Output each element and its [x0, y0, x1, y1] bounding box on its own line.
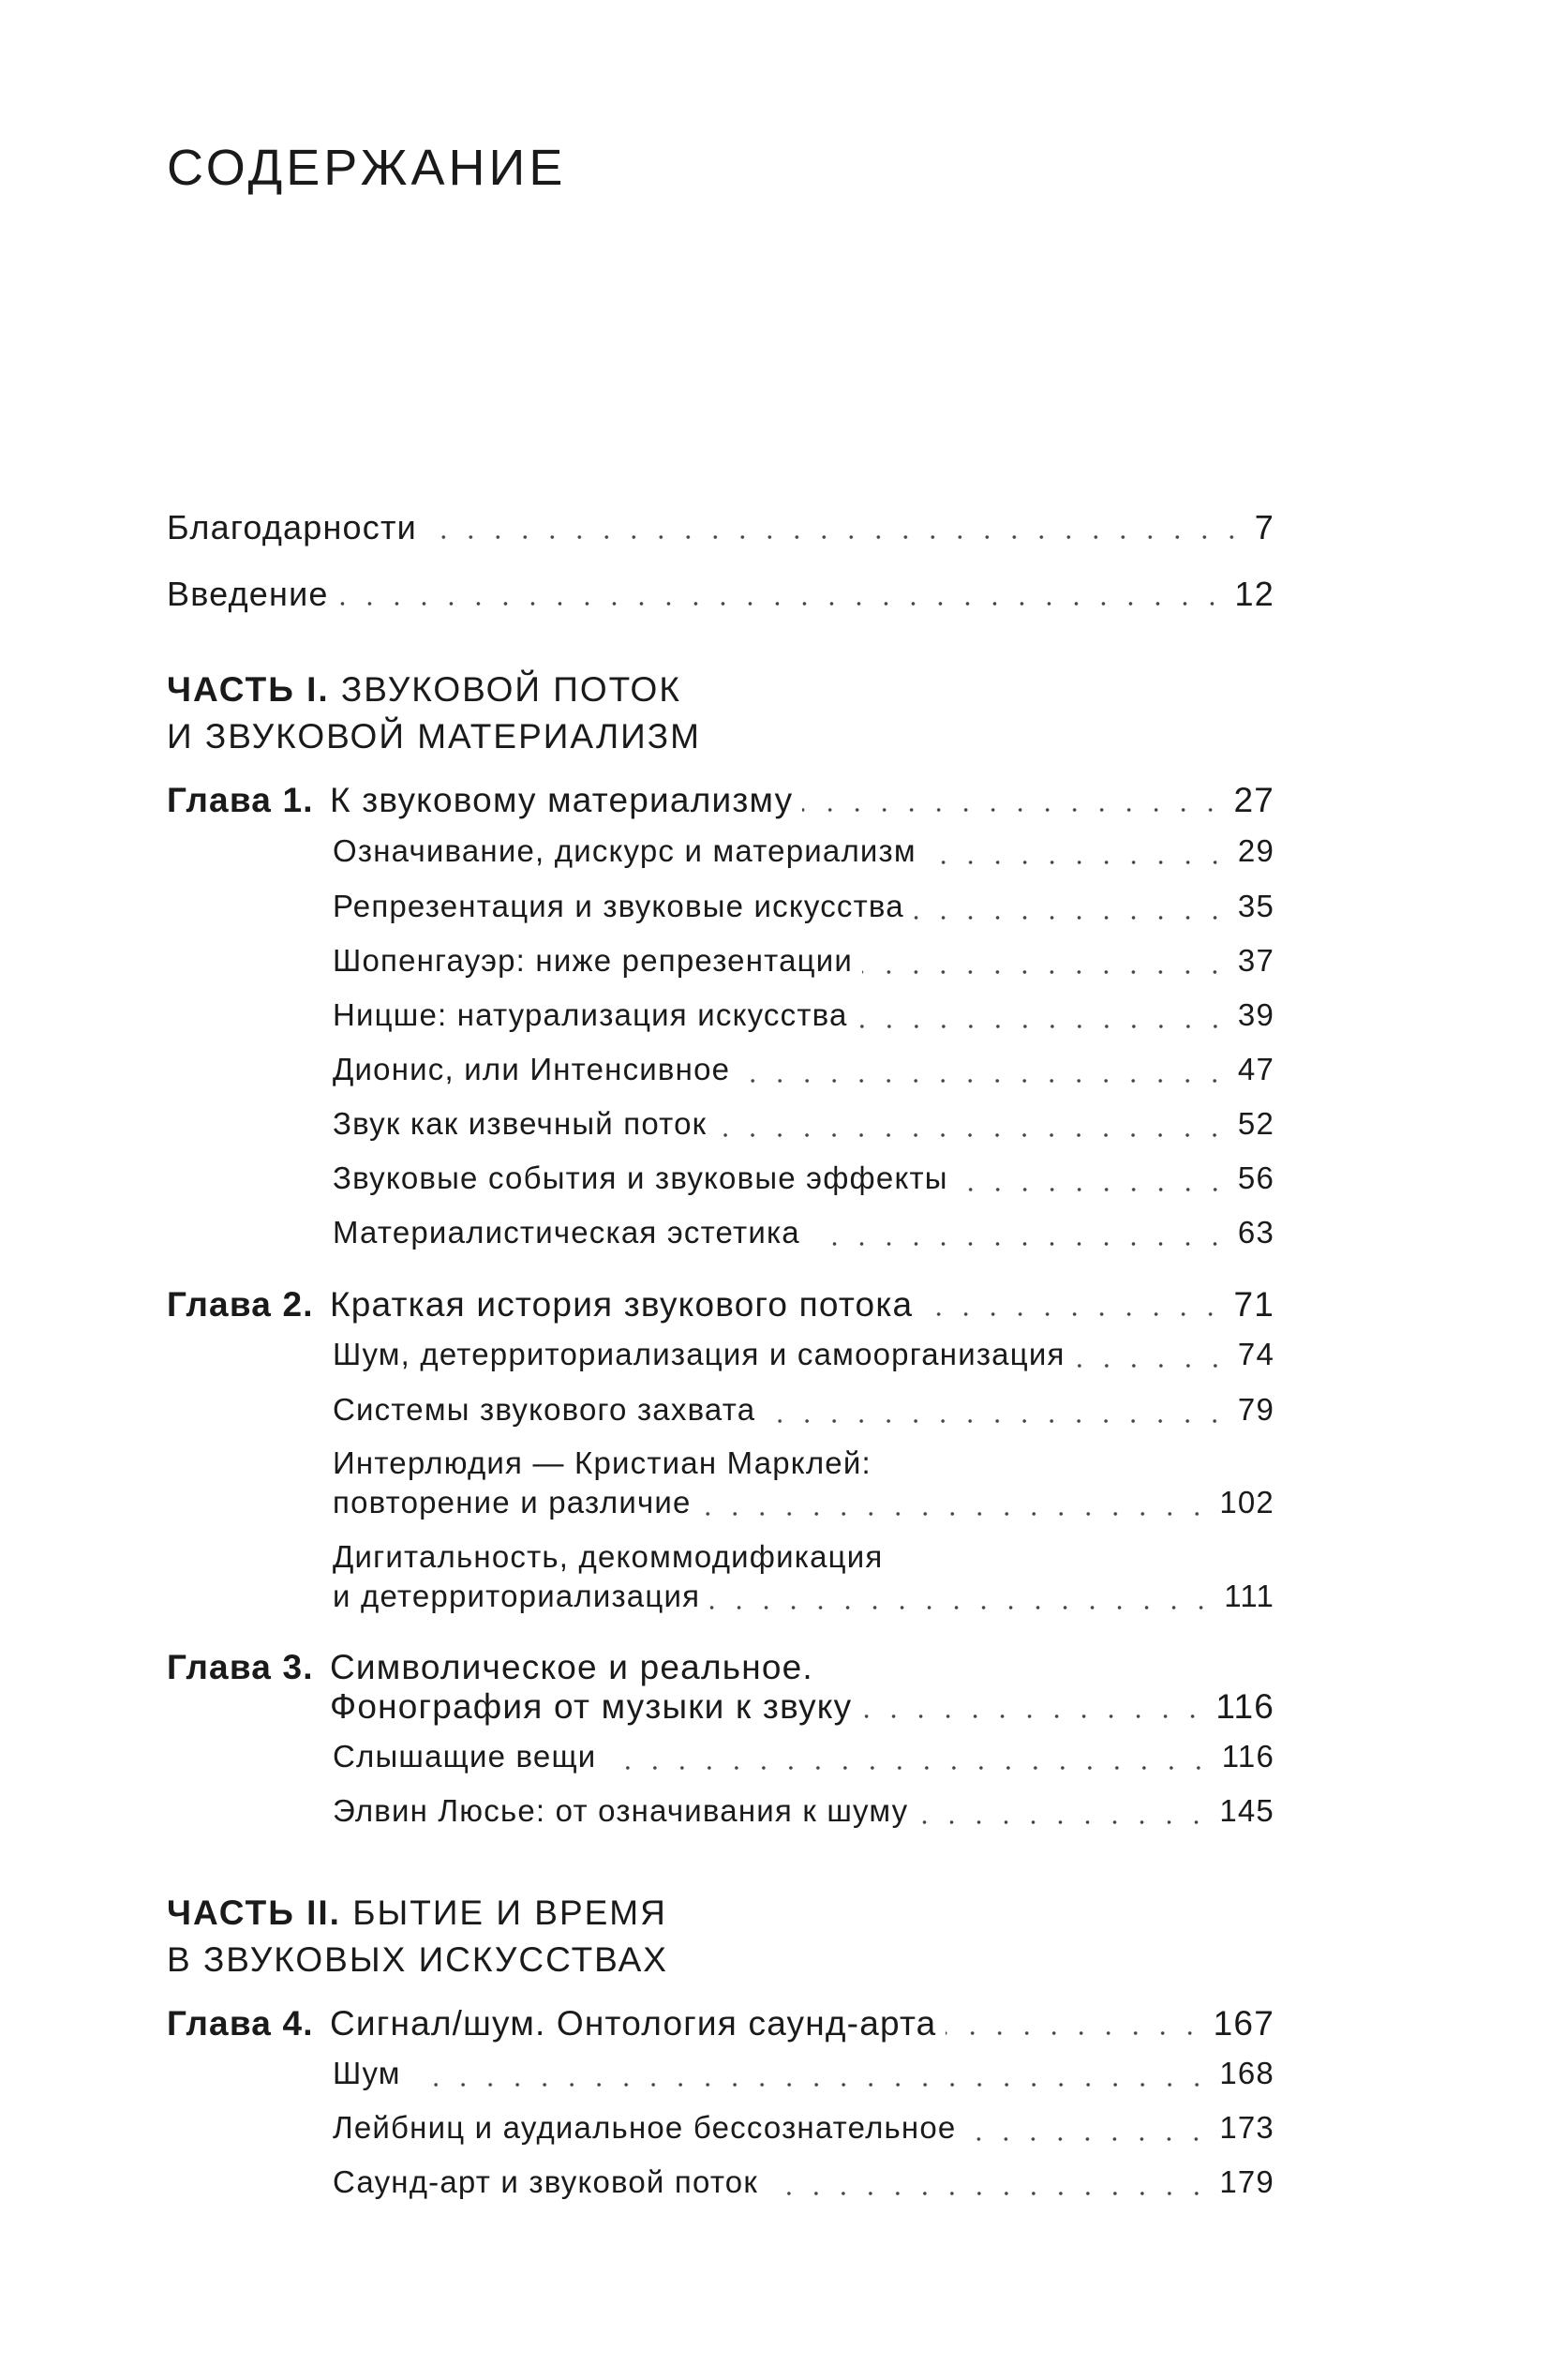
dot-leader: [922, 1312, 1224, 1316]
entry-line: [333, 1215, 1274, 1254]
toc-entry-section[interactable]: [333, 1160, 1274, 1200]
entry-body: [330, 1648, 1274, 1727]
dot-leader: [716, 1133, 1229, 1137]
entry-line: [333, 1160, 1274, 1200]
page-number: 39: [1237, 997, 1274, 1032]
entry-title: Элвин Люсье: от означивания к шуму: [333, 1793, 909, 1828]
dot-leader: [810, 1242, 1229, 1246]
dot-leader: [802, 808, 1224, 812]
dot-leader: [768, 2192, 1210, 2195]
entry-body: [333, 1445, 1274, 1524]
entry-line: [333, 1392, 1274, 1431]
toc-entry-section[interactable]: [333, 1106, 1274, 1145]
entry-body: [333, 1739, 1274, 1778]
toc-entry-chapter[interactable]: [167, 2004, 1274, 2043]
entry-body: [333, 1337, 1274, 1376]
part-title: В ЗВУКОВЫХ ИСКУССТВАХ: [167, 1940, 668, 1979]
page-number: 7: [1254, 508, 1274, 546]
toc-entry-section[interactable]: [333, 1052, 1274, 1091]
toc-entry-section[interactable]: [333, 2164, 1274, 2204]
entry-title: Благодарности: [167, 508, 417, 546]
entry-line: [333, 1485, 1274, 1524]
entry-title: Шум, детерриториализация и самоорганизация: [333, 1337, 1066, 1371]
entry-line: [333, 1337, 1274, 1376]
entry-line: [333, 2056, 1274, 2095]
entry-title: Дигитальность, декоммодификация: [333, 1539, 884, 1574]
page-number: 74: [1237, 1337, 1274, 1371]
entry-title: Фонография от музыки к звуку: [330, 1687, 853, 1726]
entry-body: [333, 1793, 1274, 1833]
page-number: 29: [1237, 833, 1274, 868]
entry-line: [330, 1648, 1274, 1687]
entry-line: [333, 833, 1274, 873]
entry-title: Звуковые события и звуковые эффекты: [333, 1160, 948, 1195]
toc-entry-part: [167, 666, 1274, 760]
entry-title: Шопенгауэр: ниже репрезентации: [333, 943, 854, 978]
entry-title: и детерриториализация: [333, 1579, 701, 1613]
dot-leader: [1075, 1364, 1229, 1368]
toc-entry-section[interactable]: [333, 1337, 1274, 1376]
page-number: 71: [1233, 1285, 1274, 1324]
entry-body: [333, 833, 1274, 873]
entry-title: Звук как извечный поток: [333, 1106, 708, 1141]
entry-body: [333, 889, 1274, 928]
page-number: 168: [1219, 2056, 1274, 2090]
page-number: 102: [1219, 1485, 1274, 1519]
entry-line: [333, 889, 1274, 928]
entry-body: [333, 997, 1274, 1037]
part-heading-line: [167, 1890, 1274, 1937]
dot-leader: [862, 970, 1229, 974]
dot-leader: [946, 2031, 1203, 2035]
part-title: БЫТИЕ И ВРЕМЯ: [352, 1894, 667, 1932]
toc-entry-section[interactable]: [333, 1392, 1274, 1431]
toc-entry-section[interactable]: [333, 943, 1274, 982]
entry-title: Ницше: натурализация искусства: [333, 997, 848, 1032]
toc-entry-section[interactable]: [333, 1215, 1274, 1254]
entry-title: Символическое и реальное.: [330, 1648, 813, 1686]
dot-leader: [338, 602, 1226, 606]
page-number: 56: [1237, 1160, 1274, 1195]
entry-title: Сигнал/шум. Онтология саунд-арта: [330, 2004, 937, 2043]
entry-title: Материалистическая эстетика: [333, 1215, 800, 1250]
part-heading-line: [167, 1937, 1274, 1983]
entry-title: Саунд-арт и звуковой поток: [333, 2164, 758, 2199]
entry-title: Краткая история звукового потока: [330, 1285, 914, 1324]
entry-title: Дионис, или Интенсивное: [333, 1052, 731, 1086]
entry-title: повторение и различие: [333, 1485, 692, 1519]
page-number: 52: [1237, 1106, 1274, 1141]
entry-line: [333, 1739, 1274, 1778]
dot-leader: [605, 1766, 1212, 1770]
toc-entry-front[interactable]: [167, 575, 1274, 614]
toc-entry-section[interactable]: [333, 889, 1274, 928]
toc-entry-section[interactable]: [333, 1445, 1274, 1524]
entry-line: [333, 1052, 1274, 1091]
page-number: 116: [1215, 1687, 1274, 1726]
entry-title: Слышащие вещи: [333, 1739, 597, 1774]
entry-body: [333, 1392, 1274, 1431]
page-number: 63: [1237, 1215, 1274, 1250]
toc-entry-chapter[interactable]: [167, 781, 1274, 820]
entry-line: [167, 508, 1274, 547]
part-label: ЧАСТЬ II.: [167, 1894, 341, 1932]
chapter-label: Глава 3.: [167, 1648, 314, 1686]
entry-body: [333, 2164, 1274, 2204]
dot-leader: [701, 1512, 1211, 1516]
page-number: 79: [1237, 1392, 1274, 1427]
entry-line: [333, 1539, 1274, 1579]
entry-line: [330, 781, 1274, 820]
part-label: ЧАСТЬ I.: [167, 670, 330, 709]
toc-entry-front[interactable]: [167, 508, 1274, 547]
entry-line: [333, 2110, 1274, 2149]
entry-line: [333, 1579, 1274, 1618]
entry-body: [330, 781, 1274, 820]
toc-entry-section[interactable]: [333, 1793, 1274, 1833]
page-number: 145: [1219, 1793, 1274, 1828]
entry-body: [167, 575, 1274, 614]
entry-body: [333, 1215, 1274, 1254]
part-heading-line: [167, 666, 1274, 713]
page-number: 35: [1237, 889, 1274, 923]
entry-body: [333, 2056, 1274, 2095]
entry-body: [333, 1160, 1274, 1200]
toc-entry-chapter[interactable]: [167, 1285, 1274, 1325]
page-number: 167: [1213, 2004, 1274, 2043]
dot-leader: [861, 1714, 1206, 1718]
chapter-label: Глава 1.: [167, 781, 314, 819]
dot-leader: [965, 2137, 1210, 2141]
page-number: 173: [1219, 2110, 1274, 2145]
entry-body: [333, 1539, 1274, 1618]
dot-leader: [739, 1079, 1229, 1083]
chapter-label: Глава 2.: [167, 1285, 314, 1324]
part-title: ЗВУКОВОЙ ПОТОК: [340, 670, 681, 709]
entry-line: [333, 997, 1274, 1037]
dot-leader: [410, 2083, 1211, 2087]
dot-leader: [857, 1025, 1229, 1028]
toc-entry-section[interactable]: [333, 997, 1274, 1037]
toc-entry-chapter[interactable]: [167, 1648, 1274, 1727]
page-number: 47: [1237, 1052, 1274, 1086]
entry-line: [330, 1285, 1274, 1325]
entry-line: [333, 1445, 1274, 1485]
toc-entry-section[interactable]: [333, 833, 1274, 873]
entry-line: [330, 1687, 1274, 1727]
toc-entry-part: [167, 1890, 1274, 1983]
page-number: 37: [1237, 943, 1274, 978]
entry-line: [333, 2164, 1274, 2204]
entry-body: [167, 508, 1274, 547]
part-title: И ЗВУКОВОЙ МАТЕРИАЛИЗМ: [167, 717, 701, 756]
entry-title: Системы звукового захвата: [333, 1392, 756, 1427]
dot-leader: [426, 535, 1245, 539]
dot-leader: [926, 861, 1229, 864]
entry-body: [330, 1285, 1274, 1325]
toc-entry-section[interactable]: [333, 2056, 1274, 2095]
dot-leader: [958, 1188, 1229, 1191]
entry-title: Интерлюдия — Кристиан Марклей:: [333, 1445, 872, 1480]
entry-body: [333, 1052, 1274, 1091]
part-heading-line: [167, 713, 1274, 760]
entry-body: [333, 1106, 1274, 1145]
toc-entry-section[interactable]: [333, 1539, 1274, 1618]
dot-leader: [917, 1820, 1210, 1824]
chapter-label: Глава 4.: [167, 2004, 314, 2043]
entry-title: Шум: [333, 2056, 401, 2090]
entry-line: [333, 1106, 1274, 1145]
entry-body: [333, 2110, 1274, 2149]
page-title: СОДЕРЖАНИЕ: [167, 140, 567, 196]
dot-leader: [914, 916, 1229, 920]
entry-title: К звуковому материализму: [330, 781, 794, 819]
entry-body: [333, 943, 1274, 982]
page-number: 27: [1233, 781, 1274, 819]
dot-leader: [709, 1606, 1215, 1609]
page-number: 111: [1224, 1579, 1274, 1613]
entry-line: [330, 2004, 1274, 2043]
entry-title: Означивание, дискурс и материализм: [333, 833, 917, 868]
entry-title: Репрезентация и звуковые искусства: [333, 889, 904, 923]
toc-entry-section[interactable]: [333, 2110, 1274, 2149]
entry-line: [167, 575, 1274, 614]
entry-title: Лейбниц и аудиальное бессознательное: [333, 2110, 957, 2145]
entry-line: [333, 943, 1274, 982]
dot-leader: [765, 1419, 1229, 1423]
page-number: 116: [1221, 1739, 1274, 1774]
entry-body: [330, 2004, 1274, 2043]
entry-line: [333, 1793, 1274, 1833]
toc-entry-section[interactable]: [333, 1739, 1274, 1778]
entry-title: Введение: [167, 575, 329, 613]
page-number: 179: [1219, 2164, 1274, 2199]
page-number: 12: [1234, 575, 1274, 613]
